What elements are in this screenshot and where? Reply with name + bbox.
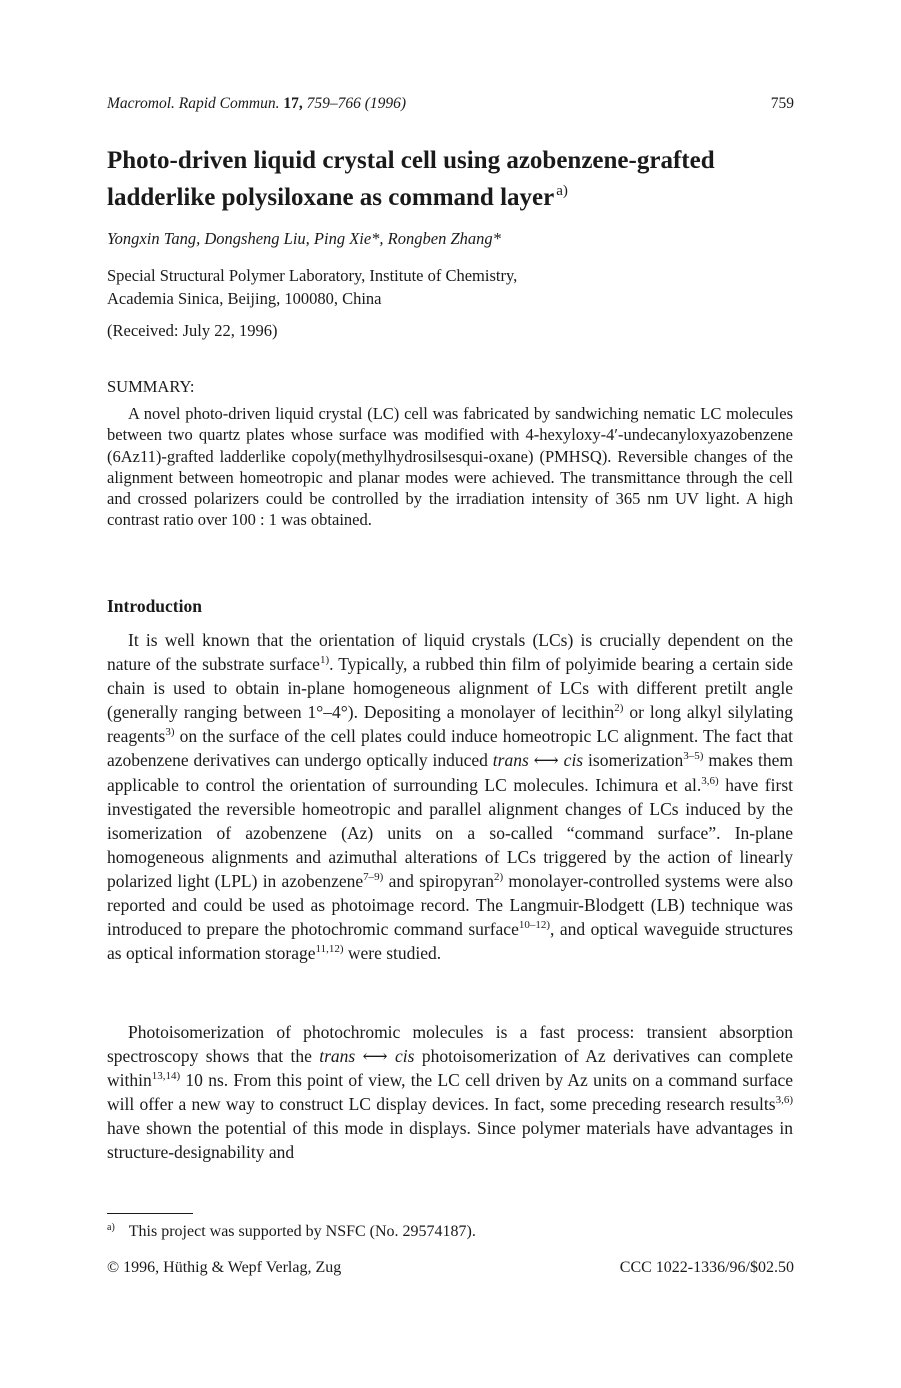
isomerization-arrow: ⟷	[355, 1046, 396, 1067]
copyright-notice: © 1996, Hüthig & Wepf Verlag, Zug	[107, 1259, 342, 1276]
summary-text: A novel photo-driven liquid crystal (LC) cell was fabricated by sandwiching nematic LC molecules between two quartz plates whose surface was modified with 4-hexyloxy-4′-undecanyloxyazobenzene (6Az11)-grafted ladderlike copoly(methylhydrosilsesqui-oxane) (PMHSQ). Reversible changes of the alignment between homeotropic and planar modes were achieved. The transmittance through the cell and crossed polarizers could be controlled by the irradiation intensity of 365 nm UV light. A high contrast ratio over 100 : 1 was obtained.	[107, 404, 793, 530]
text-run: and spiropyran	[383, 870, 494, 891]
journal-citation	[107, 95, 406, 113]
running-head	[107, 95, 794, 113]
journal-pages-year: 759–766 (1996)	[306, 95, 407, 112]
affiliation-line-1: Special Structural Polymer Laboratory, Institute of Chemistry,	[107, 266, 518, 285]
page-number: 759	[770, 95, 794, 112]
cis-term: cis	[563, 750, 584, 771]
citation-ref: 3)	[165, 726, 175, 739]
text-run: isomerization	[583, 750, 684, 771]
footnote-mark: a)	[107, 1222, 115, 1233]
text-run: photoisomerization of Az derivatives can complete within	[107, 1046, 793, 1091]
text-run: 10 ns. From this point of view, the LC cell driven by Az units on a command surface will offer a new way to construct LC display devices. In fact, some preceding research results	[107, 1070, 793, 1115]
text-run: on the surface of the cell plates could induce homeotropic LC alignment. The fact that azobenzene derivatives can undergo optically induced	[107, 726, 793, 771]
citation-ref: 11,12)	[315, 943, 344, 956]
text-run: or long alkyl silylating reagents	[107, 702, 793, 747]
footnote	[107, 1222, 476, 1241]
text-run: were studied.	[343, 943, 442, 964]
footnote-divider	[107, 1213, 193, 1214]
introduction-heading: Introduction	[107, 596, 202, 616]
text-run: have shown the potential of this mode in displays. Since polymer materials have advantages in structure-designability and	[107, 1118, 793, 1163]
trans-term: trans	[492, 750, 529, 771]
citation-ref: 7–9)	[363, 870, 384, 883]
text-run: It is well known that the orientation of liquid crystals (LCs) is crucially dependent on the nature of the substrate surface	[107, 630, 793, 675]
page-footer	[107, 1259, 794, 1277]
text-run: makes them applicable to control the orientation of surrounding LC molecules. Ichimura et al.	[107, 750, 793, 795]
ccc-code: CCC 1022-1336/96/$02.50	[619, 1259, 794, 1276]
text-run: Photoisomerization of photochromic molecules is a fast process: transient absorption spectroscopy shows that the	[107, 1022, 793, 1067]
citation-ref: 3,6)	[701, 774, 719, 787]
affiliation-line-2: Academia Sinica, Beijing, 100080, China	[107, 289, 382, 308]
article-title-text: Photo-driven liquid crystal cell using azobenzene-grafted ladderlike polysiloxane as command layer	[107, 147, 715, 211]
text-run: , and optical waveguide structures as optical information storage	[107, 919, 793, 964]
text-run: . Typically, a rubbed thin film of polyimide bearing a certain side chain is used to obtain in-plane homogeneous alignment of LCs with different pretilt angle (generally ranging between 1°–4°). Depositing a monolayer of lecithin	[107, 654, 794, 723]
citation-ref: 13,14)	[151, 1070, 181, 1083]
author-list: Yongxin Tang, Dongsheng Liu, Ping Xie*, Rongben Zhang*	[107, 229, 501, 248]
citation-ref: 3,6)	[775, 1094, 793, 1107]
text-run: monolayer-controlled systems were also reported and could be used as photoimage record. The Langmuir-Blodgett (LB) technique was introduced to prepare the photochromic command surface	[107, 870, 793, 940]
text-run: have first investigated the reversible homeotropic and parallel alignment changes of LCs induced by the isomerization of azobenzene (Az) units on a so-called “command surface”. In-plane homogeneous alignments and azimuthal alterations of LCs triggered by the action of linearly polarized light (LPL) in azobenzene	[107, 774, 793, 891]
summary-heading: SUMMARY:	[107, 377, 195, 396]
introduction-paragraph-2	[107, 1020, 793, 1165]
citation-ref: 10–12)	[518, 919, 551, 932]
article-title	[107, 145, 807, 213]
journal-name: Macromol. Rapid Commun.	[107, 95, 280, 112]
trans-term: trans	[319, 1046, 356, 1067]
citation-ref: 2)	[614, 702, 624, 715]
introduction-paragraph-1	[107, 628, 793, 965]
affiliation	[107, 264, 517, 310]
received-date: (Received: July 22, 1996)	[107, 321, 278, 340]
title-footnote-mark: a)	[556, 183, 568, 199]
citation-ref: 1)	[319, 654, 330, 667]
footnote-text: This project was supported by NSFC (No. 29574187).	[128, 1223, 476, 1240]
citation-ref: 2)	[493, 870, 504, 883]
citation-ref: 3–5)	[683, 750, 704, 763]
cis-term: cis	[395, 1046, 415, 1067]
isomerization-arrow: ⟷	[528, 750, 564, 771]
journal-volume: 17,	[283, 95, 303, 112]
